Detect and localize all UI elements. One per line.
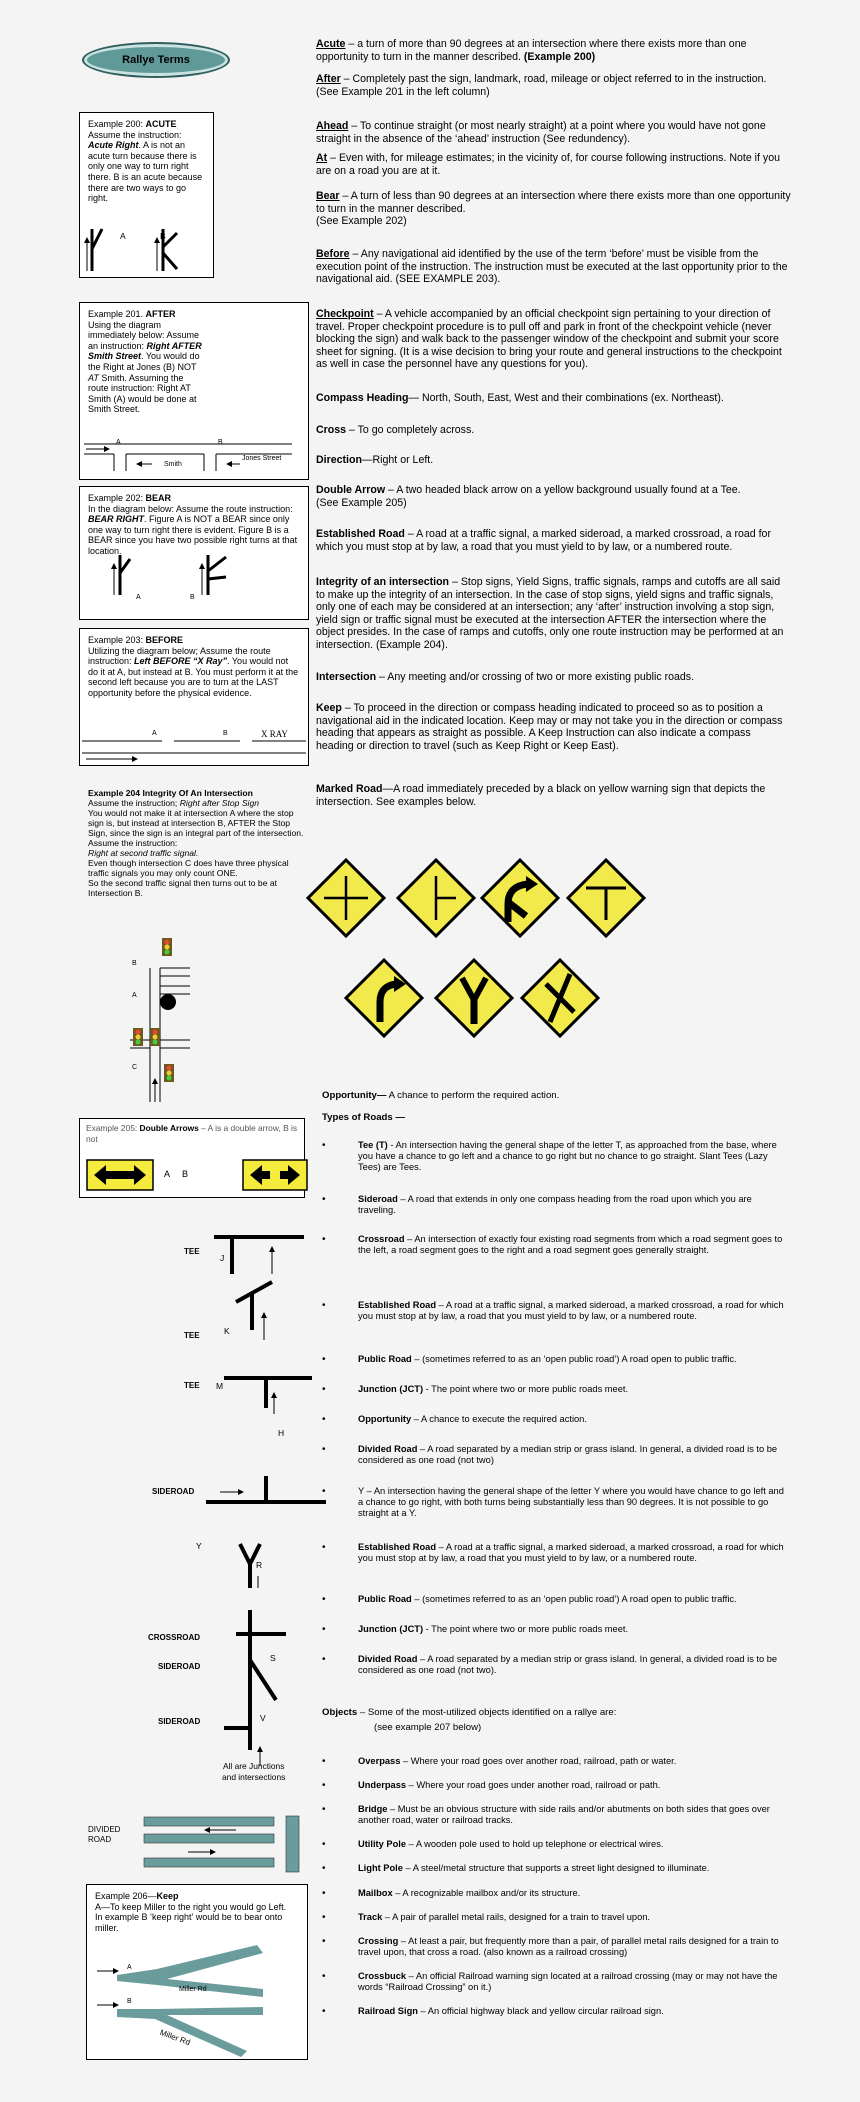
label-a: A [152,730,157,737]
example-204-text: Example 204 Integrity Of An Intersection Assume the instruction; Right after Stop Sign You would not make it at intersection A where the stop sign is, but instead at intersection B, AFTER the Stop Sign, since the sign is an integral part of the intersection. Assume the instruction: Right at second traffic signal. Even though intersection C does have three physical traffic signals you may only count ONE. So the second traffic signal then turns out to be at Intersection B. [88,788,304,898]
bullet-icon: • [322,1863,326,1874]
tee-sign [568,860,644,936]
skew-crossroad-sign [522,960,598,1036]
object-type-item: Underpass – Where your road goes under another road, railroad or path. [358,1780,661,1790]
definition-acute: Acute – a turn of more than 90 degrees at an intersection where there exists more than one opportunity to turn in the manner described. (Example 200) [316,38,747,63]
road-type-item: Junction (JCT) - The point where two or more public roads meet. [358,1624,629,1634]
sideroad-sign [398,860,474,936]
road-type-item: Junction (JCT) - The point where two or more public roads meet. [358,1384,629,1394]
definition-integrity-of-an-intersection: Integrity of an intersection – Stop signs, Yield Signs, traffic signals, ramps and cutoffs are all said to make up the integrity of an intersection. In the case of stop signs, yield signs and traffic signals, only one of each may be considered at an intersection; any ‘after’ instruction involving a stop sign, yield sign or traffic signal must be executed at the intersection AFTER the intersection where the object presides. In the case of ramps and cutoffs, only one route instruction may be performed at an intersection. (Example 204). [316,576,784,651]
label-a: A [132,992,137,999]
bullet-icon: • [322,1888,326,1899]
object-type-item: Railroad Sign – An official highway black and yellow circular railroad sign. [358,2006,664,2016]
example-201-box: Example 201. AFTER Using the diagram immediately below: Assume an instruction: Right AFTER Smith Street. You would do the Right at Jones (B) NOT AT Smith. Assuming the route instruction: Right AT Smith (A) would be done at Smith Street. A B Smith Jones Street [79,302,309,480]
crossroad-sign [308,860,384,936]
warning-signs [304,858,654,1068]
definition-keep: Keep – To proceed in the direction or compass heading indicated to proceed so as to position a navigational aid in the indicated location. Keep may or may not take you in the direction or compass heading that appears as straight as possible. A Keep Instruction can also indicate a compass heading or direction to travel (such as Keep Right or Keep East). [316,702,783,752]
label-b: B [223,730,228,737]
label-i: I [264,1487,267,1497]
bullet-icon: • [322,1654,326,1665]
bullet-icon: • [322,1780,326,1791]
object-type-item: Track – A pair of parallel metal rails, designed for a train to travel upon. [358,1912,650,1922]
acute-diagram [80,209,210,279]
definition-intersection: Intersection – Any meeting and/or crossing of two or more existing public roads. [316,671,695,683]
object-type-item: Utility Pole – A wooden pole used to hold up telephone or electrical wires. [358,1839,664,1849]
jones-street-label: Jones Street [242,455,282,462]
definition-marked-road: Marked Road—A road immediately preceded by a black on yellow warning sign that depicts the intersection. See examples below. [316,783,766,808]
bullet-icon: • [322,1384,326,1395]
object-type-item: Overpass – Where your road goes over another road, railroad, path or water. [358,1756,677,1766]
road-diagrams [140,1230,330,1790]
bullet-icon: • [322,1234,326,1245]
sideroad-label: SIDEROAD [152,1487,195,1496]
road-type-item: Established Road – A road at a traffic signal, a marked sideroad, a marked crossroad, a road for which you must stop at by law, a road that you must yield to by law, or a numbered route. [358,1542,784,1564]
types-heading: Types of Roads — [322,1112,405,1123]
sideroad-label: SIDEROAD [158,1662,201,1671]
road-type-item: Opportunity – A chance to execute the required action. [358,1414,587,1424]
definition-before: Before – Any navigational aid identified by the use of the term ‘before’ must be visible from the execution point of the instruction. The instruction must be executed at the last opportunity prior to the navigational aid. (SEE EXAMPLE 203). [316,248,788,286]
definition-direction: Direction—Right or Left. [316,454,434,466]
label-a: A [127,1964,132,1971]
definition-established-road: Established Road – A road at a traffic signal, a marked sideroad, a marked crossroad, a road for which you must stop at by law, a road that you must yield to by law, or a numbered route. [316,528,771,553]
label-m: M [216,1381,224,1391]
bullet-icon: • [322,1444,326,1455]
label-b: B [160,231,166,241]
definition-checkpoint: Checkpoint – A vehicle accompanied by an official checkpoint sign pertaining to your direction of travel. Proper checkpoint procedure is to pull off and park in front of the checkpoint vehicle (never blocking the sign) and walk back to the passenger window of the checkpoint and submit your score sheet for signing. (It is a wise decision to bring your route and general instructions to the checkpoint as well in case the personnel have any questions for you). [316,308,782,371]
bullet-icon: • [322,1624,326,1635]
object-type-item: Bridge – Must be an obvious structure with side rails and/or abutments on both sides that goes over another road, water or railroad tracks. [358,1804,770,1826]
integrity-diagram [120,932,200,1112]
label-s: S [270,1653,276,1663]
tee-label: TEE [184,1247,200,1256]
bullet-icon: • [322,1194,326,1205]
label-h: H [278,1428,285,1438]
bullet-icon: • [322,1756,326,1767]
road-type-item: Public Road – (sometimes referred to as an ‘open public road’) A road open to public traffic. [358,1594,737,1604]
label-b: B [218,439,223,446]
divided-road-label: DIVIDED ROAD [88,1825,121,1844]
label-a: A [116,439,121,446]
xray-label: X RAY [261,729,288,739]
object-type-item: Crossbuck – An official Railroad warning sign located at a railroad crossing (may or may not have the words “Railroad Crossing” on it.) [358,1971,778,1993]
example-202-box: Example 202: BEAR In the diagram below: Assume the route instruction: BEAR RIGHT. Figure A is NOT a BEAR since only one way to turn right there is evident. Figure B is a BEAR since you have two possible right turns at that location. A B [79,486,309,620]
bullet-icon: • [322,1414,326,1425]
definition-after: After – Completely past the sign, landmark, road, mileage or object referred to in the instruction. (See Example 201 in the left column) [316,73,767,98]
label-y: Y [196,1541,202,1551]
road-type-item: Divided Road – A road separated by a median strip or grass island. In general, a divided road is to be considered as one road (not two) [358,1444,778,1466]
label-a: A [136,594,141,601]
bullet-icon: • [322,1486,326,1497]
label-j: J [220,1253,225,1263]
label-v: V [260,1713,266,1723]
miller-road-label-a: Miller Rd [179,1986,207,1993]
divided-road-diagram [140,1814,300,1874]
road-type-item: Sideroad – A road that extends in only one compass heading from the road upon which you are traveling. [358,1194,752,1216]
bullet-icon: • [322,1594,326,1605]
definition-compass-heading: Compass Heading— North, South, East, West and their combinations (ex. Northeast). [316,392,724,404]
tee-label: TEE [184,1331,200,1340]
label-a: A [164,1169,171,1179]
curve-right-sign [346,960,422,1036]
road-type-item: Y – An intersection having the general shape of the letter Y where you would have chance to go left and a chance to go right, with both turns being substantially less than 90 degrees. It is not possible to go straight at a Y. [358,1486,784,1519]
definition-cross: Cross – To go completely across. [316,424,475,436]
bullet-icon: • [322,1804,326,1815]
bullet-icon: • [322,1300,326,1311]
keep-diagram [87,1939,307,2059]
sideroad-label: SIDEROAD [158,1717,201,1726]
label-b: B [182,1169,189,1179]
object-type-item: Crossing – At least a pair, but frequently more than a pair, of parallel metal rails designed for a train to travel upon, that cross a road. (also known as a railroad crossing) [358,1936,779,1958]
road-type-item: Divided Road – A road separated by a median strip or grass island. In general, a divided road is to be considered as one road (not two). [358,1654,778,1676]
road-type-item: Tee (T) - An intersection having the general shape of the letter T, as approached from the base, where you have a chance to go left and a chance to go right but no chance to go straight. Slant Tees (Lazy Tees) are Tees. [358,1140,777,1173]
objects-heading: Objects – Some of the most-utilized objects identified on a rallye are: (see example 207 below) [322,1707,617,1733]
definition-ahead: Ahead – To continue straight (or most nearly straight) at a point where you would have not gone straight in the absence of the ‘ahead’ instruction (See redundency). [316,120,766,145]
smith-street-label: Smith [164,461,182,468]
tee-label: TEE [184,1381,200,1390]
label-b: B [190,594,195,601]
example-203-box: Example 203: BEFORE Utilizing the diagram below; Assume the route instruction: Left BEFORE “X Ray”. You would not do it at A, but instead at B. You must perform it at the second left because you are to turn at the LAST opportunity before the physical evidence. A B X RAY [79,628,309,766]
example-206-box: Example 206—Keep A—To keep Miller to the right you would go Left. In example B ‘keep right’ would be to bear onto miller. A B Miller Rd Miller Rd [86,1884,308,2060]
bear-diagram [80,547,308,617]
label-a: A [120,231,126,241]
curve-sideroad-sign [482,860,558,936]
road-type-item: Public Road – (sometimes referred to as an ‘open public road’) A road open to public traffic. [358,1354,737,1364]
label-c: C [132,1064,138,1071]
object-type-item: Light Pole – A steel/metal structure that supports a street light designed to illuminate. [358,1863,710,1873]
miller-road-label-b: Miller Rd [158,2027,192,2048]
bullet-icon: • [322,1542,326,1553]
bullet-icon: • [322,2006,326,2017]
label-b: B [132,960,137,967]
opportunity-text: Opportunity— A chance to perform the required action. [322,1090,560,1101]
bullet-icon: • [322,1971,326,1982]
double-arrow-a [86,1159,154,1191]
y-sign [436,960,512,1036]
bullet-icon: • [322,1936,326,1947]
junctions-note: All are Junctions and intersections [222,1761,286,1782]
definition-at: At – Even with, for mileage estimates; in the vicinity of, for course following instructions. Note if you are on a road you are at it. [316,152,780,177]
road-type-item: Crossroad – An intersection of exactly four existing road segments from which a road segment goes to the left, a road segment goes to the right and a road segment goes generally straight. [358,1234,783,1256]
bullet-icon: • [322,1140,326,1151]
bullet-icon: • [322,1912,326,1923]
definition-double-arrow: Double Arrow – A two headed black arrow on a yellow background usually found at a Tee. (See Example 205) [316,484,741,509]
definition-bear: Bear – A turn of less than 90 degrees at an intersection where there exists more than one opportunity to turn in the manner described. (See Example 202) [316,190,791,228]
rallye-terms-badge: Rallye Terms [82,42,230,78]
road-type-item: Established Road – A road at a traffic signal, a marked sideroad, a marked crossroad, a road for which you must stop at by law, a road that you must yield to by law, or a numbered route. [358,1300,784,1322]
example-205-box: Example 205: Double Arrows – A is a double arrow, B is not A B [79,1118,305,1198]
label-r: R [256,1560,263,1570]
bullet-icon: • [322,1354,326,1365]
label-k: K [224,1326,230,1336]
double-arrow-b [242,1159,308,1191]
crossroad-label: CROSSROAD [148,1633,201,1642]
label-b: B [127,1998,132,2005]
bullet-icon: • [322,1839,326,1850]
example-200-box: Example 200: ACUTE Assume the instruction: Acute Right. A is not an acute turn because there is only one way to turn right there. B is an acute because there are two ways to go right. A B [79,112,214,278]
object-type-item: Mailbox – A recognizable mailbox and/or its structure. [358,1888,581,1898]
